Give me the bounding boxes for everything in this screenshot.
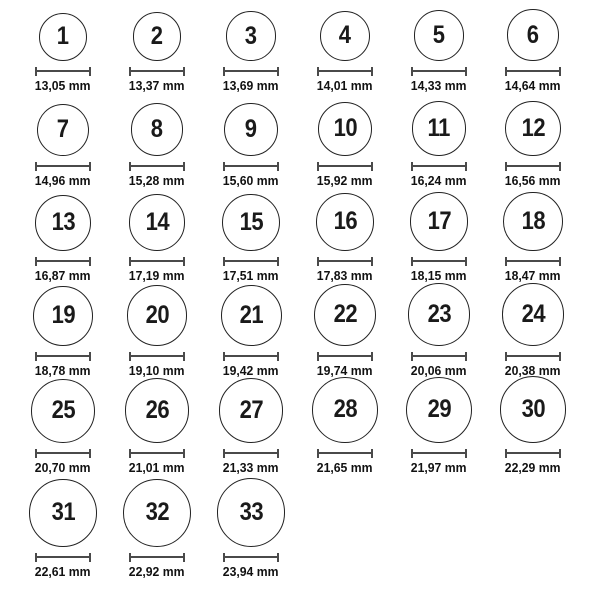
ring-size-number: 9 bbox=[245, 114, 257, 143]
ring-size-number: 33 bbox=[239, 497, 263, 526]
diameter-label: 22,92 mm bbox=[129, 563, 185, 579]
diameter-label: 19,10 mm bbox=[129, 362, 185, 378]
ring-size-number: 7 bbox=[57, 115, 69, 144]
ring-size-item bbox=[392, 380, 486, 477]
ring-circle bbox=[412, 101, 467, 156]
ring-size-number: 16 bbox=[333, 207, 357, 236]
ring-circle bbox=[217, 478, 286, 547]
ring-circle bbox=[31, 379, 95, 443]
diameter-measure-line bbox=[35, 162, 91, 171]
ring-size-number: 18 bbox=[521, 206, 545, 235]
ring-size-item bbox=[110, 380, 204, 477]
ring-size-item bbox=[204, 285, 298, 380]
ring-size-number: 31 bbox=[51, 498, 75, 527]
ring-size-number: 15 bbox=[239, 207, 263, 236]
ring-size-number: 19 bbox=[51, 301, 75, 330]
diameter-label: 13,69 mm bbox=[223, 77, 279, 93]
diameter-label: 20,70 mm bbox=[35, 459, 91, 475]
ring-size-number: 10 bbox=[333, 114, 357, 143]
diameter-measure-line bbox=[129, 449, 185, 458]
diameter-measure-line bbox=[223, 162, 279, 171]
diameter-label: 15,60 mm bbox=[223, 172, 279, 188]
ring-size-item bbox=[486, 190, 580, 285]
ring-circle bbox=[503, 192, 562, 251]
ring-circle bbox=[33, 286, 93, 346]
ring-size-item bbox=[298, 285, 392, 380]
diameter-measure-line bbox=[505, 162, 561, 171]
diameter-measure-line bbox=[129, 553, 185, 562]
ring-circle bbox=[29, 479, 97, 547]
diameter-label: 13,37 mm bbox=[129, 77, 185, 93]
ring-circle bbox=[222, 194, 279, 251]
ring-circle bbox=[500, 376, 567, 443]
diameter-measure-line bbox=[35, 257, 91, 266]
ring-circle bbox=[35, 195, 91, 251]
ring-circle bbox=[312, 377, 378, 443]
ring-size-number: 30 bbox=[521, 394, 545, 423]
ring-circle bbox=[224, 103, 277, 156]
ring-size-item bbox=[110, 477, 204, 581]
ring-size-item bbox=[16, 95, 110, 190]
ring-size-item bbox=[392, 2, 486, 95]
diameter-label: 19,42 mm bbox=[223, 362, 279, 378]
ring-size-item bbox=[110, 285, 204, 380]
diameter-label: 18,47 mm bbox=[505, 267, 561, 283]
ring-size-item bbox=[16, 2, 110, 95]
diameter-measure-line bbox=[411, 352, 467, 361]
ring-size-number: 2 bbox=[151, 21, 163, 50]
diameter-measure-line bbox=[35, 352, 91, 361]
ring-size-item bbox=[110, 95, 204, 190]
ring-circle bbox=[505, 101, 560, 156]
diameter-label: 22,29 mm bbox=[505, 459, 561, 475]
ring-size-number: 29 bbox=[427, 395, 451, 424]
ring-size-item bbox=[392, 95, 486, 190]
ring-size-number: 26 bbox=[145, 396, 169, 425]
diameter-label: 16,24 mm bbox=[411, 172, 467, 188]
ring-circle bbox=[131, 103, 184, 156]
diameter-measure-line bbox=[411, 67, 467, 76]
diameter-measure-line bbox=[411, 257, 467, 266]
ring-size-item bbox=[392, 285, 486, 380]
diameter-label: 15,92 mm bbox=[317, 172, 373, 188]
diameter-label: 20,38 mm bbox=[505, 362, 561, 378]
diameter-measure-line bbox=[505, 352, 561, 361]
diameter-measure-line bbox=[411, 162, 467, 171]
diameter-measure-line bbox=[129, 352, 185, 361]
diameter-measure-line bbox=[35, 553, 91, 562]
ring-size-number: 8 bbox=[151, 114, 163, 143]
diameter-label: 18,78 mm bbox=[35, 362, 91, 378]
diameter-measure-line bbox=[35, 67, 91, 76]
ring-size-number: 1 bbox=[57, 22, 69, 51]
ring-size-item bbox=[298, 380, 392, 477]
diameter-label: 15,28 mm bbox=[129, 172, 185, 188]
diameter-label: 20,06 mm bbox=[411, 362, 467, 378]
ring-size-number: 20 bbox=[145, 301, 169, 330]
diameter-measure-line bbox=[317, 449, 373, 458]
diameter-measure-line bbox=[129, 162, 185, 171]
diameter-label: 21,97 mm bbox=[411, 459, 467, 475]
diameter-measure-line bbox=[129, 257, 185, 266]
ring-size-number: 3 bbox=[245, 21, 257, 50]
ring-size-grid bbox=[16, 2, 600, 581]
ring-size-item bbox=[486, 285, 580, 380]
ring-size-item bbox=[298, 95, 392, 190]
ring-size-item bbox=[298, 190, 392, 285]
ring-circle bbox=[123, 479, 191, 547]
ring-size-number: 17 bbox=[427, 207, 451, 235]
diameter-label: 21,33 mm bbox=[223, 459, 279, 475]
ring-size-item bbox=[16, 380, 110, 477]
ring-circle bbox=[408, 283, 470, 345]
ring-circle bbox=[507, 9, 558, 60]
diameter-label: 14,64 mm bbox=[505, 77, 561, 93]
diameter-label: 19,74 mm bbox=[317, 362, 373, 378]
ring-size-number: 24 bbox=[521, 299, 545, 328]
diameter-measure-line bbox=[223, 449, 279, 458]
ring-size-number: 11 bbox=[427, 113, 451, 142]
ring-size-item bbox=[486, 95, 580, 190]
diameter-label: 17,51 mm bbox=[223, 267, 279, 283]
diameter-label: 14,96 mm bbox=[35, 172, 91, 188]
ring-circle bbox=[406, 377, 472, 443]
diameter-measure-line bbox=[317, 257, 373, 266]
diameter-label: 21,65 mm bbox=[317, 459, 373, 475]
diameter-measure-line bbox=[317, 162, 373, 171]
ring-circle bbox=[221, 285, 282, 346]
ring-circle bbox=[414, 10, 465, 61]
diameter-label: 22,61 mm bbox=[35, 563, 91, 579]
diameter-measure-line bbox=[505, 449, 561, 458]
ring-circle bbox=[226, 11, 275, 60]
diameter-measure-line bbox=[223, 67, 279, 76]
diameter-label: 17,19 mm bbox=[129, 267, 185, 283]
ring-size-item bbox=[204, 477, 298, 581]
diameter-label: 14,33 mm bbox=[411, 77, 467, 93]
diameter-label: 13,05 mm bbox=[35, 77, 91, 93]
ring-size-number: 28 bbox=[333, 395, 357, 424]
ring-circle bbox=[502, 283, 565, 346]
ring-circle bbox=[39, 13, 87, 61]
diameter-label: 23,94 mm bbox=[223, 563, 279, 579]
diameter-measure-line bbox=[317, 352, 373, 361]
diameter-label: 17,83 mm bbox=[317, 267, 373, 283]
ring-size-number: 25 bbox=[51, 396, 75, 425]
ring-size-item bbox=[204, 380, 298, 477]
ring-size-item bbox=[16, 285, 110, 380]
diameter-measure-line bbox=[317, 67, 373, 76]
diameter-measure-line bbox=[505, 257, 561, 266]
ring-size-item bbox=[16, 477, 110, 581]
diameter-measure-line bbox=[223, 352, 279, 361]
diameter-label: 16,87 mm bbox=[35, 267, 91, 283]
diameter-measure-line bbox=[129, 67, 185, 76]
ring-circle bbox=[133, 12, 182, 61]
diameter-label: 16,56 mm bbox=[505, 172, 561, 188]
ring-size-number: 22 bbox=[333, 300, 357, 329]
ring-size-item bbox=[204, 2, 298, 95]
ring-size-number: 4 bbox=[339, 21, 351, 50]
ring-size-item bbox=[204, 190, 298, 285]
ring-size-number: 14 bbox=[145, 207, 169, 236]
ring-size-item bbox=[392, 190, 486, 285]
ring-circle bbox=[410, 192, 468, 250]
diameter-measure-line bbox=[223, 553, 279, 562]
diameter-label: 21,01 mm bbox=[129, 459, 185, 475]
ring-size-item bbox=[298, 2, 392, 95]
ring-circle bbox=[219, 378, 284, 443]
ring-circle bbox=[127, 285, 187, 345]
ring-size-item bbox=[486, 2, 580, 95]
ring-circle bbox=[316, 193, 374, 251]
ring-circle bbox=[37, 104, 89, 156]
diameter-measure-line bbox=[223, 257, 279, 266]
ring-size-item bbox=[16, 190, 110, 285]
diameter-measure-line bbox=[505, 67, 561, 76]
diameter-label: 14,01 mm bbox=[317, 77, 373, 93]
ring-size-number: 27 bbox=[239, 395, 263, 424]
ring-size-item bbox=[486, 380, 580, 477]
ring-circle bbox=[320, 11, 370, 61]
ring-size-item bbox=[204, 95, 298, 190]
ring-size-number: 32 bbox=[145, 498, 169, 527]
diameter-measure-line bbox=[35, 449, 91, 458]
ring-size-number: 23 bbox=[427, 300, 451, 329]
ring-circle bbox=[129, 194, 185, 250]
ring-size-number: 21 bbox=[239, 300, 263, 329]
ring-size-number: 12 bbox=[521, 113, 545, 142]
ring-size-number: 6 bbox=[527, 20, 539, 49]
ring-size-number: 13 bbox=[51, 208, 75, 237]
diameter-measure-line bbox=[411, 449, 467, 458]
ring-circle bbox=[125, 378, 189, 442]
ring-size-item bbox=[110, 2, 204, 95]
ring-circle bbox=[318, 102, 372, 156]
ring-circle bbox=[314, 284, 376, 346]
ring-size-item bbox=[110, 190, 204, 285]
ring-size-number: 5 bbox=[433, 20, 445, 49]
diameter-label: 18,15 mm bbox=[411, 267, 467, 283]
